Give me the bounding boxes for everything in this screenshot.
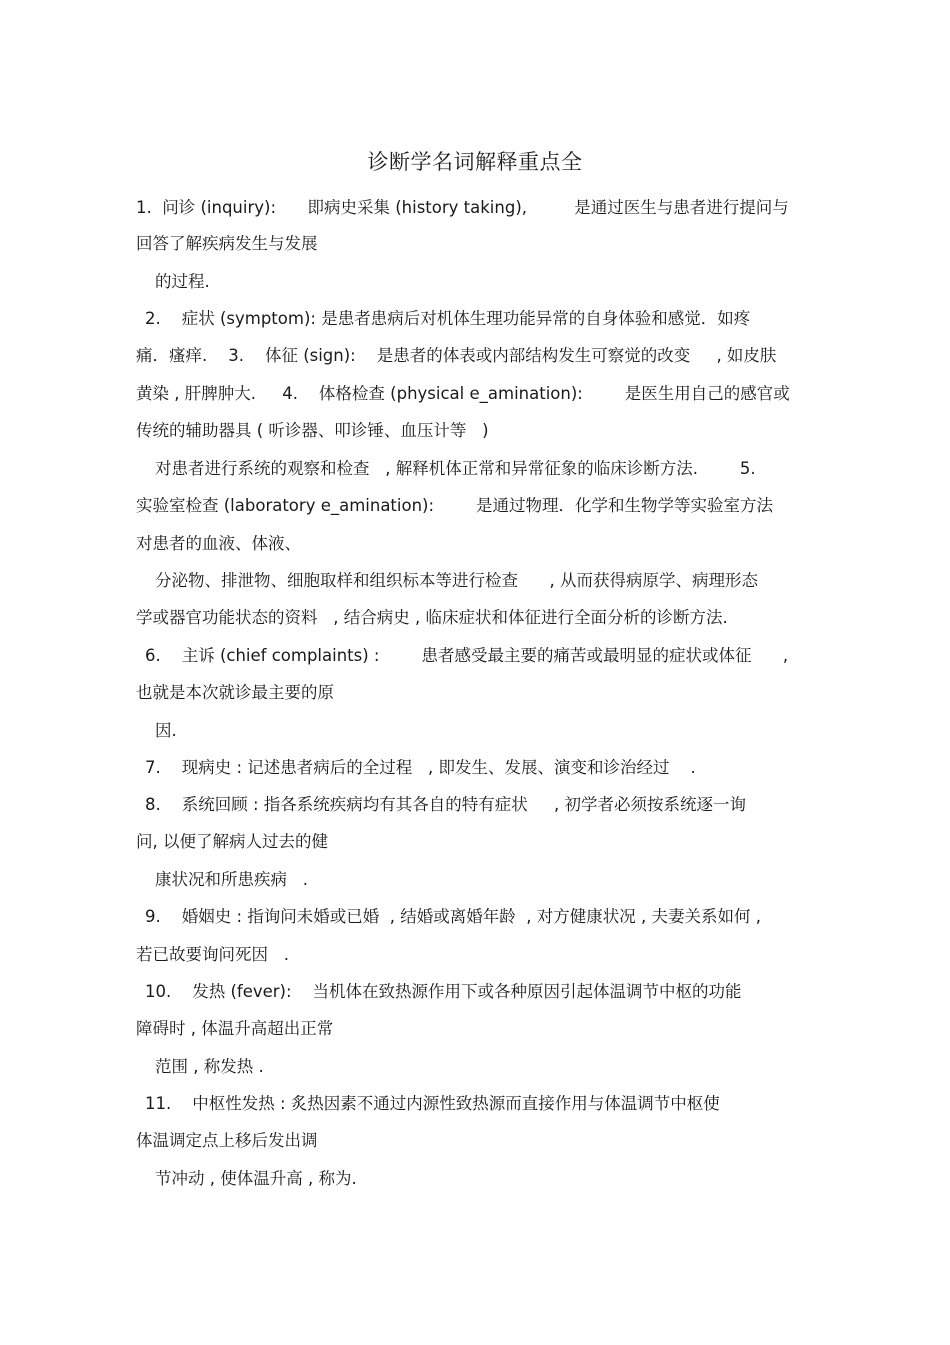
text-line: 11. 中枢性发热 : 炙热因素不通过内源性致热源而直接作用与体温调节中枢使	[145, 1094, 720, 1113]
text-line: 7. 现病史 : 记述患者病后的全过程 , 即发生、发展、演变和诊治经过 .	[145, 758, 696, 777]
text-line: 也就是本次就诊最主要的原	[136, 683, 334, 702]
text-line: 障碍时 , 体温升高超出正常	[136, 1019, 334, 1038]
text-line: 分泌物、排泄物、细胞取样和组织标本等进行检查 , 从而获得病原学、病理形态	[155, 571, 758, 590]
text-line: 问, 以便了解病人过去的健	[136, 832, 328, 851]
text-line: 范围 , 称发热 .	[155, 1057, 264, 1076]
text-line: 10. 发热 (fever): 当机体在致热源作用下或各种原因引起体温调节中枢的功能	[145, 982, 742, 1001]
text-line: 2. 症状 (symptom): 是患者患病后对机体生理功能异常的自身体验和感觉．如疼	[145, 309, 751, 328]
text-line: 1. 问诊 (inquiry): 即病史采集 (history taking), 是通过医生与患者进行提问与	[136, 198, 789, 217]
text-line: 6. 主诉 (chief complaints) : 患者感受最主要的痛苦或最明显的症状或体征 ,	[145, 646, 789, 665]
text-line: 8. 系统回顾 : 指各系统疾病均有其各自的特有症状 , 初学者必须按系统逐一询	[145, 795, 746, 814]
text-line: 节冲动 , 使体温升高 , 称为.	[155, 1169, 357, 1188]
text-line: 回答了解疾病发生与发展	[136, 234, 318, 253]
text-line: 的过程.	[155, 272, 210, 291]
text-line: 对患者进行系统的观察和检查 , 解释机体正常和异常征象的临床诊断方法. 5.	[155, 459, 756, 478]
page-title: 诊断学名词解释重点全	[367, 150, 583, 174]
text-line: 学或器官功能状态的资料 , 结合病史 , 临床症状和体征进行全面分析的诊断方法.	[136, 608, 728, 627]
text-line: 黄染 , 肝脾肿大. 4. 体格检查 (physical e_amination): 是医生用自己的感官或	[136, 384, 790, 403]
text-line: 痛．瘙痒. 3. 体征 (sign): 是患者的体表或内部结构发生可察觉的改变 , 如皮肤	[136, 346, 777, 365]
text-line: 若已故要询问死因 .	[136, 945, 289, 964]
text-line: 9. 婚姻史 : 指询问未婚或已婚 , 结婚或离婚年龄 , 对方健康状况 , 夫妻关系如何 ,	[145, 907, 761, 926]
text-line: 康状况和所患疾病 .	[155, 870, 308, 889]
text-line: 体温调定点上移后发出调	[136, 1131, 318, 1150]
text-line: 因.	[155, 721, 177, 740]
text-line: 实验室检查 (laboratory e_amination): 是通过物理．化学和生物学等实验室方法	[136, 496, 773, 515]
text-line: 对患者的血液、体液、	[136, 534, 301, 553]
text-line: 传统的辅助器具 ( 听诊器、叩诊锤、血压计等 )	[136, 421, 489, 440]
